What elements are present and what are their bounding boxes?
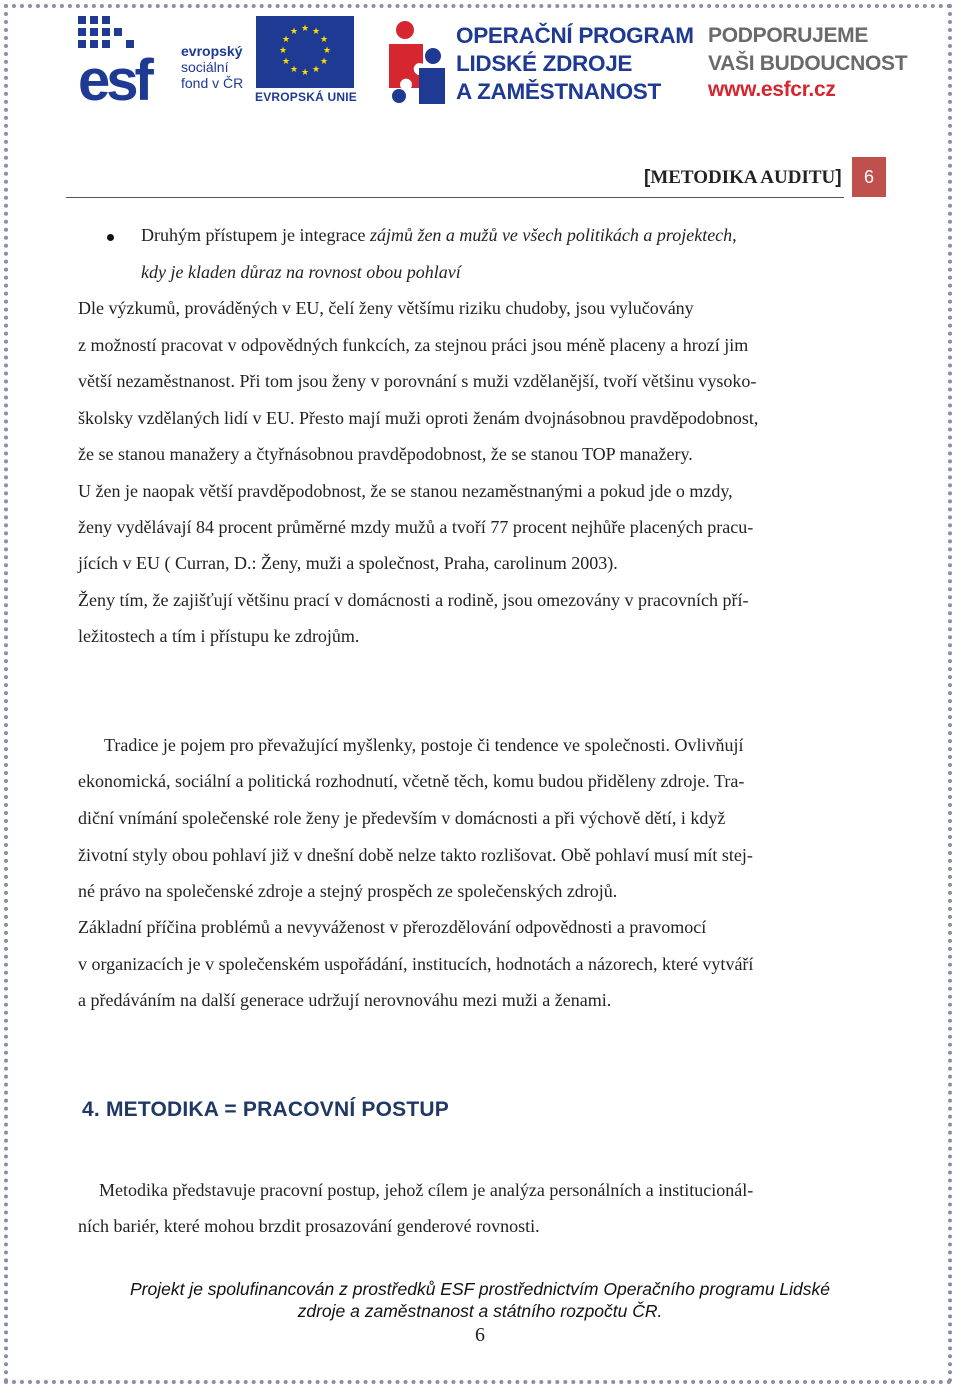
svg-text:★: ★ bbox=[322, 46, 332, 56]
puzzle-people-icon bbox=[383, 18, 449, 106]
op-line-1: OPERAČNÍ PROGRAM bbox=[456, 23, 694, 48]
support-line-2: VAŠI BUDOUCNOST bbox=[708, 52, 908, 75]
para1-line: ženy vydělávají 84 procent průměrné mzdy mužů a tvoří 77 procent nejhůře placených pracu- bbox=[78, 517, 754, 537]
svg-text:★: ★ bbox=[281, 57, 291, 67]
svg-text:★: ★ bbox=[289, 65, 299, 75]
para1-line: Dle výzkumů, prováděných v EU, čelí ženy většímu riziku chudoby, jsou vylučovány bbox=[78, 298, 694, 318]
op-line-3: A ZAMĚSTNANOST bbox=[456, 79, 661, 104]
para1-line: Ženy tím, že zajišťují většinu prací v domácnosti a rodině, jsou omezovány v pracovních pří- bbox=[78, 590, 749, 610]
op-line-2: LIDSKÉ ZDROJE bbox=[456, 51, 633, 76]
para2-line: né právo na společenské zdroje a stejný prospěch ze společenských zdrojů. bbox=[78, 881, 618, 901]
op-program-title bbox=[456, 22, 694, 106]
esf-line-1: evropský bbox=[181, 43, 243, 59]
svg-text:★: ★ bbox=[300, 24, 310, 34]
header-rule bbox=[66, 197, 844, 198]
running-title: [METODIKA AUDITU] bbox=[644, 167, 842, 188]
para1-line: školsky vzdělaných lidí v EU. Přesto mají muži oproti ženám dvojnásobnou pravděpodobnost, bbox=[78, 408, 759, 428]
page-badge: 6 bbox=[852, 157, 886, 197]
para1-line: z možností pracovat v odpovědných funkcích, za stejnou práci jsou méně placeny a hrozí jim bbox=[78, 335, 749, 355]
eu-label: EVROPSKÁ UNIE bbox=[255, 90, 357, 104]
para1-line: jících v EU ( Curran, D.: Ženy, muži a společnost, Praha, carolinum 2003). bbox=[78, 553, 618, 573]
bullet-line-2: kdy je kladen důraz na rovnost obou pohlaví bbox=[141, 262, 461, 282]
footer-line-2: zdroje a zaměstnanost a státního rozpočtu ČR. bbox=[297, 1301, 663, 1321]
esf-label bbox=[181, 43, 243, 91]
para2-line: životní styly obou pohlaví již v dnešní době nelze takto rozlišovat. Obě pohlaví musí mít stej- bbox=[78, 845, 753, 865]
para3-line: ních bariér, které mohou brzdit prosazování genderové rovnosti. bbox=[78, 1216, 540, 1236]
para2-line: Základní příčina problémů a nevyváženost v přerozdělování odpovědnosti a pravomocí bbox=[78, 917, 707, 937]
bullet-prefix: Druhým přístupem je integrace bbox=[141, 225, 370, 245]
svg-text:★: ★ bbox=[311, 65, 321, 75]
para1-line: U žen je naopak větší pravděpodobnost, že se stanou nezaměstnanými a pokud jde o mzdy, bbox=[78, 481, 733, 501]
section-heading: 4. METODIKA = PRACOVNÍ POSTUP bbox=[82, 1098, 449, 1121]
page-number: 6 bbox=[475, 1324, 485, 1346]
para1-line: že se stanou manažery a čtyřnásobnou pravděpodobnost, že se stanou TOP manažery. bbox=[78, 444, 693, 464]
website-link[interactable]: www.esfcr.cz bbox=[708, 78, 836, 101]
para2-line: ekonomická, sociální a politická rozhodnutí, včetně těch, komu budou přiděleny zdroje. Tra- bbox=[78, 771, 745, 791]
footer-line-1: Projekt je spolufinancován z prostředků ESF prostřednictvím Operačního programu Lidské bbox=[129, 1279, 831, 1299]
eu-flag-icon bbox=[256, 16, 354, 88]
svg-text:★: ★ bbox=[319, 35, 329, 45]
svg-text:★: ★ bbox=[289, 27, 299, 37]
support-slogan bbox=[708, 22, 907, 78]
running-title-text: METODIKA AUDITU bbox=[650, 167, 836, 188]
para3-line: Metodika představuje pracovní postup, jehož cílem je analýza personálních a institucionál- bbox=[99, 1180, 754, 1200]
para2-line: a předáváním na další generace udržují nerovnováhu mezi muži a ženami. bbox=[78, 990, 612, 1010]
esf-line-2: sociální bbox=[181, 59, 229, 75]
para2-line: diční vnímání společenské role ženy je především v domácnosti a při výchově dětí, i když bbox=[78, 808, 726, 828]
esf-line-3: fond v ČR bbox=[181, 75, 244, 91]
support-line-1: PODPORUJEME bbox=[708, 24, 869, 47]
svg-text:★: ★ bbox=[278, 46, 288, 56]
svg-text:★: ★ bbox=[319, 57, 329, 67]
para1-line: ležitostech a tím i přístupu ke zdrojům. bbox=[78, 626, 360, 646]
para1-line: větší nezaměstnanost. Při tom jsou ženy v porovnání s muži vzdělanější, tvoří většinu vysoko- bbox=[78, 371, 757, 391]
para2-line: Tradice je pojem pro převažující myšlenky, postoje či tendence ve společnosti. Ovlivňují bbox=[104, 735, 744, 755]
svg-text:★: ★ bbox=[300, 68, 310, 78]
page-border bbox=[4, 4, 952, 1384]
svg-text:★: ★ bbox=[311, 27, 321, 37]
bullet-italic-1: zájmů žen a mužů ve všech politikách a projektech, bbox=[369, 225, 737, 245]
bullet-icon bbox=[107, 234, 114, 241]
svg-text:★: ★ bbox=[281, 35, 291, 45]
esf-logo bbox=[78, 16, 176, 104]
bullet-line-1 bbox=[141, 225, 737, 246]
svg-text:esf: esf bbox=[78, 48, 150, 104]
para2-line: v organizacích je v společenském uspořádání, institucích, hodnotách a názorech, které vytváří bbox=[78, 954, 754, 974]
